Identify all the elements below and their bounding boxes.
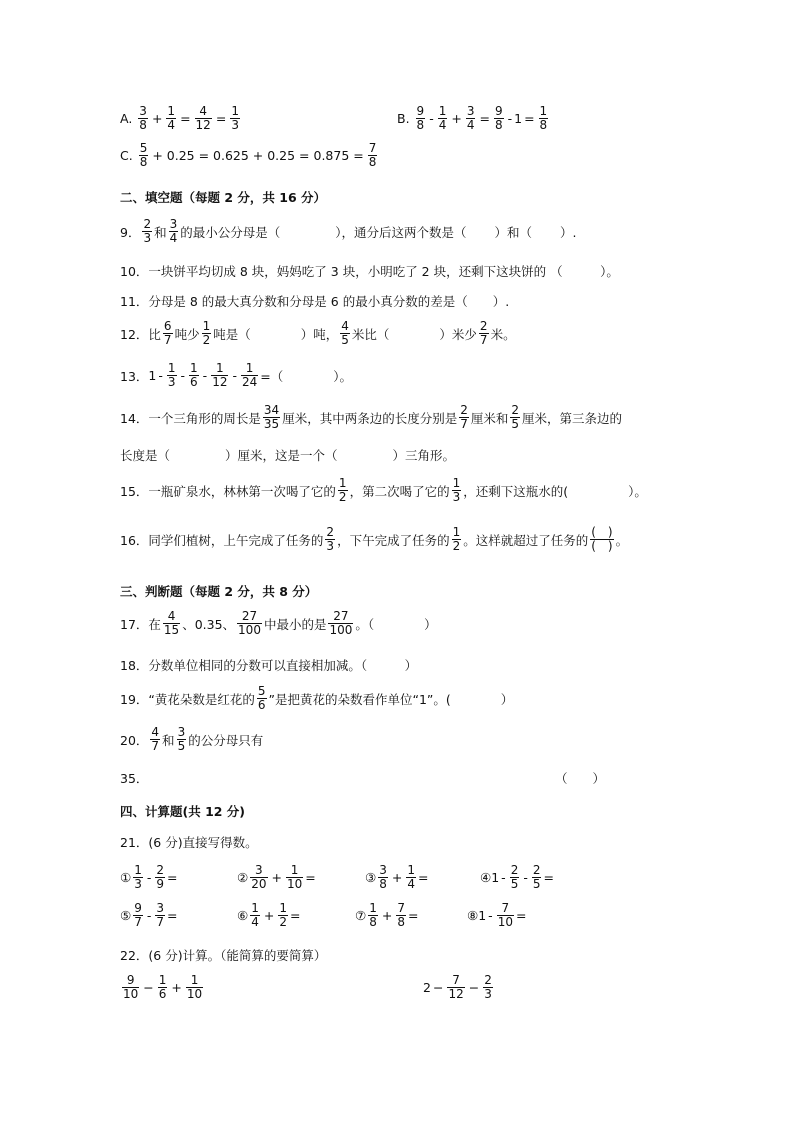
fraction: 5 6 <box>257 684 266 713</box>
fraction: 4 7 <box>151 725 160 754</box>
calc-item-4: ④ 1 - 2 5 - $\frac{2}{5}$ = <box>480 863 554 892</box>
fraction: 3 8 <box>379 863 387 892</box>
fraction: $\frac{3}{4}$ <box>466 104 475 133</box>
fraction: 2 7 <box>460 403 468 432</box>
fraction: 3 4 <box>169 217 178 246</box>
fraction: 1 2 <box>202 319 211 348</box>
fraction: 2 5 <box>510 863 519 892</box>
question-15: 15． 一瓶矿泉水，林林第一次喝了它的 1 2 ，第二次喝了它的 1 3 ，还剩下这瓶水的( ）。 <box>120 476 647 505</box>
fraction: $\frac{1}{2}$ <box>279 901 287 930</box>
fraction: $\frac{4}{12}$ <box>195 104 211 133</box>
fraction: $\frac{1}{10}$ <box>186 973 203 1002</box>
fraction: $\frac{7}{8}$ <box>368 141 377 170</box>
fraction: 9 10 <box>123 973 139 1002</box>
question-18: 18．分数单位相同的分数可以直接相加减。（ ） <box>120 658 418 673</box>
answer-blank-fraction[interactable]: ( ) ( ) <box>591 525 613 554</box>
option-a: A. 3 8 + $\frac{1}{4}$ = $\frac{4}{12}$ = $\frac{1}{3}$ <box>120 104 239 133</box>
fraction: 1 12 <box>212 361 228 390</box>
option-a-label: A. <box>120 111 133 127</box>
fraction: 27 100 <box>238 609 261 638</box>
question-14: 14． 一个三角形的周长是 34 35 厘米，其中两条边的长度分别是 2 7 厘米和 2 5 厘米，第三条边的 <box>120 403 623 432</box>
question-20-answer-paren[interactable]: （ ） <box>555 771 606 786</box>
calc-item-5: ⑤ 9 7 - $\frac{3}{7}$ = <box>120 901 178 930</box>
fraction: 3 20 <box>251 863 267 892</box>
fraction: 1 3 <box>167 361 176 390</box>
calc-item-7: ⑦ 1 8 + $\frac{7}{8}$ = <box>355 901 419 930</box>
fraction: $\frac{2}{9}$ <box>156 863 165 892</box>
question-12: 12． 比 6 7 吨少 1 2 吨是（ ）吨， 4 5 米比（ ）米少 2 7 米。 <box>120 319 516 348</box>
fraction: 3 5 <box>177 725 186 754</box>
fraction: 2 5 <box>511 403 520 432</box>
question-19: 19． “黄花朵数是红花的 5 6 ”是把黄花的朵数看作单位“1”。( ） <box>120 684 514 713</box>
fraction: 9 8 <box>416 104 425 133</box>
fraction: 1 4 <box>251 901 259 930</box>
fraction: $\frac{3}{7}$ <box>156 901 165 930</box>
fraction: 1 3 <box>134 863 142 892</box>
question-16: 16． 同学们植树，上午完成了任务的 2 3 ，下午完成了任务的 1 2 。这样就超过了任务的 ( ) ( ) 。 <box>120 525 629 554</box>
option-b-label: B. <box>397 111 410 127</box>
question-13: 13． 1 - 1 3 - 1 6 - 1 12 - $\frac{1}{24}$ =（ ）。 <box>120 361 353 390</box>
fraction: 4 15 <box>163 609 180 638</box>
fraction: 1 8 <box>369 901 377 930</box>
fraction: $\frac{1}{10}$ <box>286 863 303 892</box>
fraction: 6 7 <box>163 319 172 348</box>
fraction: 1 4 <box>438 104 447 133</box>
fraction: $\frac{1}{24}$ <box>241 361 258 390</box>
calc-item-2: ② 3 20 + $\frac{1}{10}$ = <box>237 863 316 892</box>
fraction: $\frac{1}{3}$ <box>231 104 239 133</box>
fraction: $\frac{1}{6}$ <box>158 973 167 1002</box>
fraction: 3 8 <box>139 104 147 133</box>
fraction: $\frac{2}{5}$ <box>532 863 541 892</box>
question-10: 10．一块饼平均切成 8 块，妈妈吃了 3 块，小明吃了 2 块，还剩下这块饼的 （ ）。 <box>120 264 619 279</box>
fraction: $\frac{1}{4}$ <box>167 104 176 133</box>
option-c-label: C. <box>120 148 133 164</box>
question-11: 11．分母是 8 的最大真分数和分母是 6 的最小真分数的差是（ ）. <box>120 294 510 309</box>
question-22-title: 22．(6 分)计算。（能简算的要简算） <box>120 948 327 963</box>
fraction: $\frac{1}{8}$ <box>539 104 548 133</box>
question-20: 20． 4 7 和 3 5 的公分母只有 <box>120 725 264 754</box>
fraction: 1 3 <box>452 476 461 505</box>
calc-expression-2: 2 − $\frac{7}{12}$ − $\frac{2}{3}$ <box>423 973 492 1002</box>
fraction: $\frac{7}{8}$ <box>397 901 405 930</box>
option-b: B. 9 8 - 1 4 + $\frac{3}{4}$ = $\frac{9}{8}$ - 1 = $\frac{1}{8}$ <box>397 104 548 133</box>
fraction: $\frac{9}{8}$ <box>494 104 503 133</box>
calc-item-1: ① 1 3 - $\frac{2}{9}$ = <box>120 863 178 892</box>
fraction: 1 6 <box>190 361 198 390</box>
question-14-cont: 长度是（ ）厘米，这是一个（ ）三角形。 <box>120 448 456 463</box>
fraction: $\frac{1}{4}$ <box>407 863 415 892</box>
fraction: 5 8 <box>139 141 148 170</box>
fraction: 34 35 <box>263 403 280 432</box>
question-20-cont: 35． <box>120 771 149 786</box>
fraction: 9 7 <box>134 901 142 930</box>
fraction: 2 7 <box>479 319 488 348</box>
fraction: 2 3 <box>143 217 152 246</box>
calc-item-3: ③ 3 8 + $\frac{1}{4}$ = <box>365 863 429 892</box>
calc-expression-1: 9 10 − $\frac{1}{6}$ + $\frac{1}{10}$ <box>123 973 203 1002</box>
fraction: 1 2 <box>338 476 347 505</box>
calc-item-8: ⑧ 1 - $\frac{7}{10}$ = <box>467 901 527 930</box>
fraction: 1 2 <box>452 525 461 554</box>
fraction: $\frac{7}{10}$ <box>497 901 513 930</box>
question-17: 17． 在 4 15 、0.35、 27 100 中最小的是 27 100 。（ ） <box>120 609 437 638</box>
fraction: 27 100 <box>329 609 353 638</box>
question-9: 9． 2 3 和 3 4 的最小公分母是（ ），通分后这两个数是（ ）和（ ）. <box>120 217 577 246</box>
section-heading-judge: 三、判断题（每题 2 分，共 8 分） <box>120 584 318 599</box>
option-c: C. 5 8 + 0.25 = 0.625 + 0.25 = 0.875 = $\frac{7}{8}$ <box>120 141 377 170</box>
fraction: 4 5 <box>341 319 349 348</box>
fraction: 2 3 <box>326 525 335 554</box>
question-21-title: 21．(6 分)直接写得数。 <box>120 835 258 850</box>
section-heading-fill: 二、填空题（每题 2 分，共 16 分） <box>120 190 327 205</box>
fraction: $\frac{2}{3}$ <box>484 973 492 1002</box>
section-heading-calc: 四、计算题(共 12 分) <box>120 804 246 819</box>
fraction: $\frac{7}{12}$ <box>448 973 464 1002</box>
calc-item-6: ⑥ 1 4 + $\frac{1}{2}$ = <box>237 901 301 930</box>
